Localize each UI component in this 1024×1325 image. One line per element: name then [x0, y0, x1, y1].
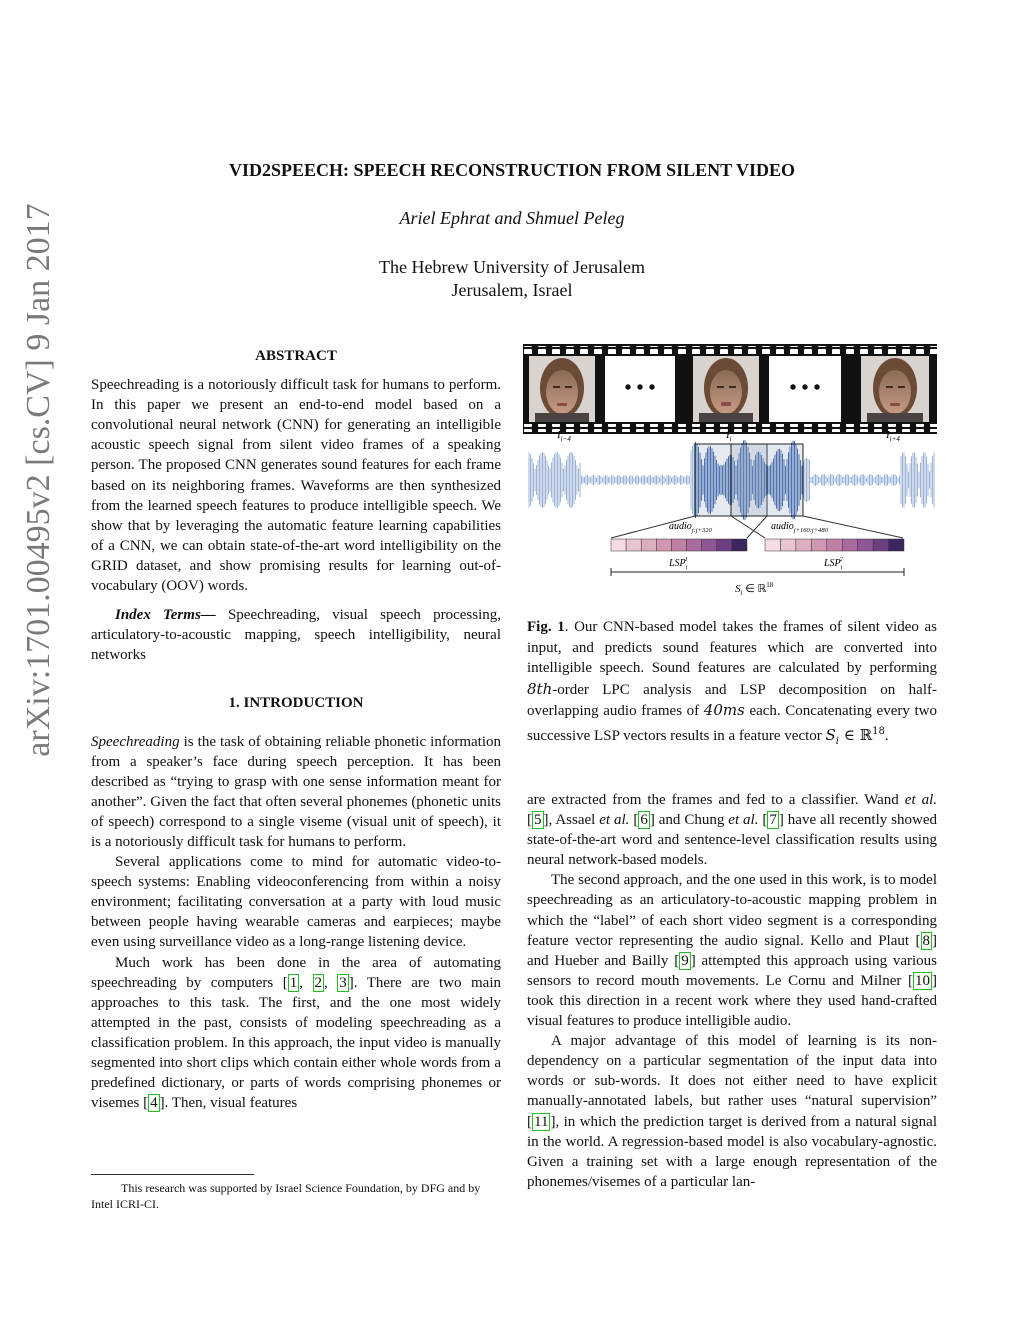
audio-window-2: [731, 444, 803, 516]
right-paragraph-1: are extracted from the frames and fed to a classifier. Wand et al. [ 5 ], Assael et al. [ 6 ] and Chung et al. [ 7 ] have all recently showed state-of-the-art word and sentence-level classification results using neural network-based models.: [527, 792, 937, 869]
audio-label-1: audio$_{j:j+320}$: [669, 521, 712, 534]
abstract-text: Speechreading is a notoriously difficult task for humans to perform. In this paper we present an end-to-end model based on a convolutional neural network (CNN) for generating an intelligible acoustic speech signal from silent video frames of a speaking person. The proposed CNN generates sound features for each frame based on its neighboring frames. Waveforms are then synthesized from the learned speech features to produce intelligible speech. We show that by leveraging the automatic feature learning capabilities of a CNN, we can obtain state-of-the-art word intelligibility on the GRID dataset, and show promising results for learning out-of-vocabulary (OOV) words.: [91, 377, 501, 595]
lsp-bar-2: [765, 539, 904, 551]
caption-math-2: 40ms: [703, 701, 745, 719]
lsp-coefficient-cell: [811, 539, 826, 551]
left-column: [91, 346, 501, 1113]
paper-title: VID2SPEECH: SPEECH RECONSTRUCTION FROM SILENT VIDEO: [229, 160, 795, 180]
citation-10[interactable]: 10: [915, 972, 930, 989]
right-paragraph-2: The second approach, and the one used in this work, is to model speechreading as an articulatory-to-acoustic mapping problem in which the “label” of each short video segment is a corresponding feature vector representing the audio signal. Kello and Plaut [ 8 ] and Hueber and Bailly [ 9 ] attempted this approach using various sensors to record mouth movements. Le Cornu and Milner [ 10 ] took this direction in a recent work where they used hand-crafted visual features to produce intelligible audio.: [527, 872, 937, 1030]
ellipsis-1: • • •: [624, 377, 656, 399]
lsp-coefficient-cell: [656, 539, 671, 551]
ellipsis-2: • • •: [789, 377, 821, 399]
index-terms-label: Index Terms—: [115, 607, 216, 624]
lsp-coefficient-cell: [687, 539, 702, 551]
caption-text-4: .: [884, 727, 889, 744]
caption-text-3: each. Concatenating every two successive LSP vectors results in a feature vector: [527, 703, 937, 744]
lsp-coefficient-cell: [827, 539, 842, 551]
footnote-text: This research was supported by Israel Science Foundation, by DFG and by Intel ICRI-CI.: [91, 1181, 481, 1211]
citation-1[interactable]: 1: [289, 974, 298, 991]
lsp-coefficient-cell: [732, 539, 747, 551]
caption-math-1: 8th: [527, 679, 553, 698]
intro-p1-text: is the task of obtaining reliable phonetic information from a speaker’s face during speech perception. It has been described as “trying to grasp with one sense information meant for another”. Given the fact that often several phonemes (phonetic units of speech) correspond to a single viseme (visual unit of speech), it is a notoriously difficult task for humans to perform.: [91, 733, 501, 850]
lsp-coefficient-cell: [889, 539, 904, 551]
intro-p3-text-a: Much work has been done in the area of automating speechreading by computers [: [91, 954, 501, 991]
caption-label: Fig. 1: [527, 619, 565, 635]
intro-lead-term: Speechreading: [91, 733, 180, 750]
intro-paragraph-3: Much work has been done in the area of automating speechreading by computers [ 1 , 2 , 3 ]. There are two main approaches to this task. The first, and the one most widely attempted in the past, consists of modeling speechreading as a classification problem. In this approach, the input video is manually segmented into short clips which contain either whole words from a predefined dictionary, or parts of words comprising phonemes or visemes [ 4 ]. Then, visual features: [91, 954, 501, 1112]
figure-1: [521, 340, 945, 605]
film-sprockets-bottom: [523, 424, 937, 432]
audio-label-2: audio$_{j+160:j+480}$: [771, 521, 828, 534]
lsp-coefficient-cell: [611, 539, 626, 551]
video-frame-3: [861, 356, 929, 422]
affiliation-line-2: Jerusalem, Israel: [451, 280, 573, 300]
lsp-coefficient-cell: [858, 539, 873, 551]
figure-caption: [527, 617, 937, 752]
lsp-coefficient-cell: [626, 539, 641, 551]
lsp-coefficient-cell: [702, 539, 717, 551]
lsp-label-1: $LSP_i1$: [669, 556, 688, 571]
right-column: [527, 790, 937, 1192]
intro-paragraph-2: Several applications come to mind for automatic video-to-speech systems: Enabling videoconferencing from within a noisy environment; facilitating conversation at a party with loud music between people having wearable cameras and earpieces; maybe even using surveillance video as a long-range listening device.: [91, 854, 501, 951]
intro-paragraph-1: [91, 732, 501, 853]
frame-label-2: $I_i$: [726, 429, 732, 443]
lsp-label-2: $LSP_i2$: [824, 556, 843, 571]
citation-11[interactable]: 11: [534, 1113, 549, 1130]
lsp-coefficient-cell: [717, 539, 732, 551]
caption-text-1: . Our CNN-based model takes the frames of silent video as input, and predicts sound features which are converted into intelligible speech. Sound features are calculated by performing: [527, 619, 937, 676]
citation-5[interactable]: 5: [534, 812, 542, 829]
caption-math-3: $S_i$ ∈ ℝ$^{18}$: [825, 725, 885, 747]
lsp-coefficient-cell: [671, 539, 686, 551]
arxiv-identifier: arXiv:1701.00495v2 [cs.CV] 9 Jan 2017: [20, 203, 57, 757]
film-sprockets-top: [523, 346, 937, 354]
lsp-bar-1: [611, 539, 747, 551]
citation-3[interactable]: 3: [339, 974, 347, 991]
caption-text-2: -order LPC analysis and LSP decomposition on half-overlapping audio frames of: [527, 681, 937, 719]
citation-6[interactable]: 6: [640, 812, 648, 829]
index-terms-text: Speechreading, visual speech processing, articulatory-to-acoustic mapping, speech intelligibility, neural networks: [91, 607, 501, 664]
citation-8[interactable]: 8: [922, 932, 930, 949]
footnote-rule: [91, 1174, 254, 1175]
lsp-coefficient-cell: [796, 539, 811, 551]
citation-9[interactable]: 9: [681, 952, 689, 969]
video-frame-1: [529, 356, 595, 422]
authors: Ariel Ephrat and Shmuel Peleg: [399, 208, 625, 228]
citation-2[interactable]: 2: [314, 974, 323, 991]
intro-heading: 1. INTRODUCTION: [228, 695, 364, 712]
intro-p3-text-c: ]. Then, visual features: [159, 1095, 298, 1112]
index-terms: [91, 605, 501, 665]
video-frame-2: [693, 356, 759, 422]
right-paragraph-3: A major advantage of this model of learning is its non-dependency on a particular segmentation of the input data into words or sub-words. It does not either need to have explicit manually-annotated labels, but rather uses “natural supervision” [ 11 ], in which the prediction target is derived from a natural signal in the world. A regression-based model is also vocabulary-agnostic. Given a training set with a large enough representation of the phonemes/visemes of a particular lan-: [527, 1033, 937, 1190]
feature-vector-label: $S_i$ ∈ ℝ$^{18}$: [735, 581, 774, 597]
frame-label-3: $I_{i+4}$: [886, 429, 900, 443]
footnote: [91, 1180, 501, 1212]
citation-4[interactable]: 4: [150, 1095, 158, 1112]
affiliation-line-1: The Hebrew University of Jerusalem: [379, 257, 645, 277]
affiliation: [0, 256, 1024, 302]
lsp-coefficient-cell: [765, 539, 780, 551]
lsp-coefficient-cell: [873, 539, 888, 551]
lsp-coefficient-cell: [780, 539, 795, 551]
citation-7[interactable]: 7: [769, 812, 777, 829]
intro-p3-text-b: ]. There are two main approaches to this task. The first, and the one most widely attempted in the past, consists of modeling speechreading as a classification problem. In this approach, the input video is manually segmented into short clips which contain either whole words from a predefined dictionary, or parts of words comprising phonemes or visemes [: [91, 974, 501, 1112]
lsp-coefficient-cell: [641, 539, 656, 551]
frame-label-1: $I_{i-4}$: [557, 429, 571, 443]
abstract-heading: ABSTRACT: [255, 348, 337, 364]
lsp-coefficient-cell: [842, 539, 857, 551]
